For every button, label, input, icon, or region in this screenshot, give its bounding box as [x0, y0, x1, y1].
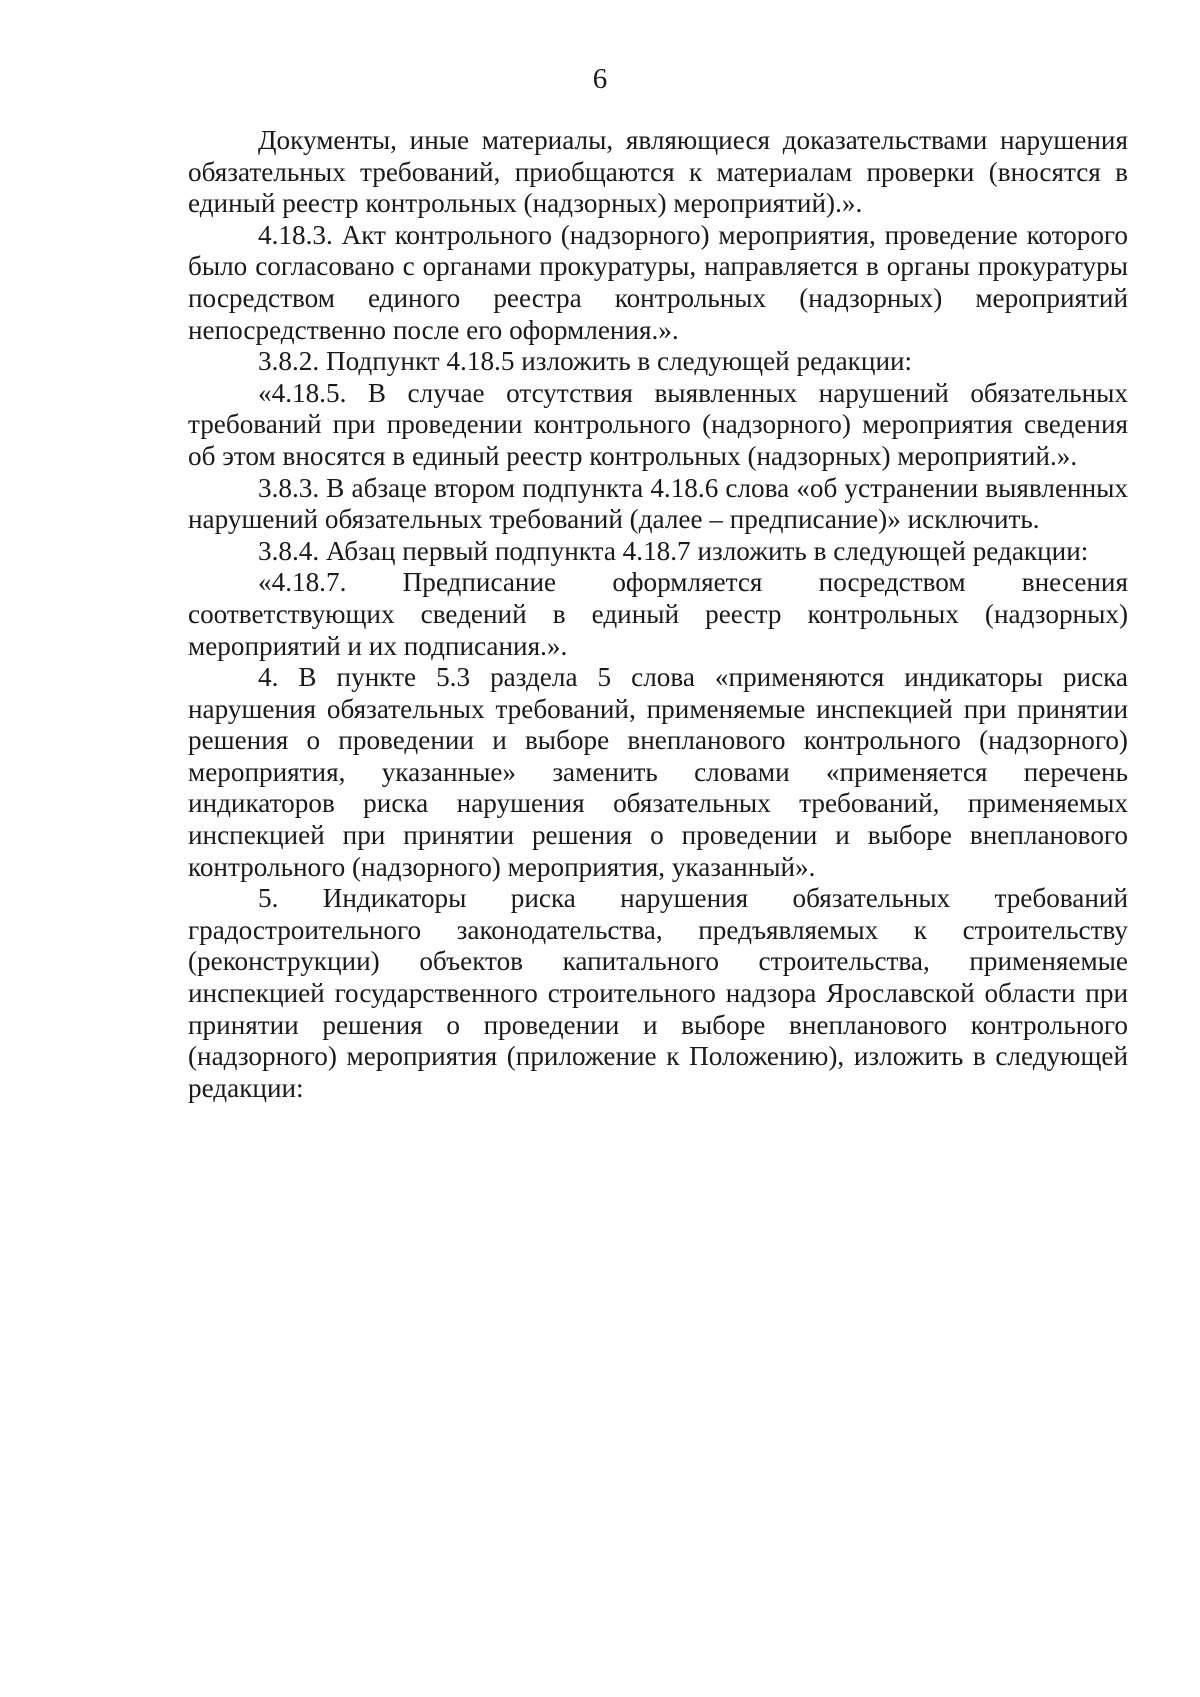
- paragraph-4-18-7: «4.18.7. Предписание оформляется посредством внесения соответствующих сведений в единый реестр контрольных (надзорных) мероприятий и их подписания.».: [188, 567, 1128, 661]
- page-number: 6: [592, 63, 608, 95]
- paragraph-3-8-3: 3.8.3. В абзаце втором подпункта 4.18.6 слова «об устранении выявленных нарушений обязательных требований (далее – предписание)» исключить.: [188, 472, 1128, 535]
- paragraph-4-18-3: 4.18.3. Акт контрольного (надзорного) мероприятия, проведение которого было согласовано с органами прокуратуры, направляется в органы прокуратуры посредством единого реестра контрольных (надзорных) мероприятий непосредственно после его оформления.».: [188, 219, 1128, 345]
- paragraph-3-8-2: 3.8.2. Подпункт 4.18.5 изложить в следующей редакции:: [258, 346, 913, 377]
- paragraph-4-18-5: «4.18.5. В случае отсутствия выявленных нарушений обязательных требований при проведении контрольного (надзорного) мероприятия сведения об этом вносятся в единый реестр контрольных (надзорных) мероприятий.».: [188, 377, 1128, 471]
- paragraph-3-8-4: 3.8.4. Абзац первый подпункта 4.18.7 изложить в следующей редакции:: [258, 535, 1089, 566]
- paragraph-item-5: 5. Индикаторы риска нарушения обязательных требований градостроительного законодательства, предъявляемых к строительству (реконструкции) объектов капитального строительства, применяемые инспекцией государственного строительного надзора Ярославской области при принятии решения о проведении и выборе внепланового контрольного (надзорного) мероприятия (приложение к Положению), изложить в следующей редакции:: [188, 883, 1128, 1103]
- document-body: [188, 125, 1128, 1104]
- paragraph-item-4: 4. В пункте 5.3 раздела 5 слова «применяются индикаторы риска нарушения обязательных требований, применяемые инспекцией при принятии решения о проведении и выборе внепланового контрольного (надзорного) мероприятия, указанные» заменить словами «применяется перечень индикаторов риска нарушения обязательных требований, применяемых инспекцией при принятии решения о проведении и выборе внепланового контрольного (надзорного) мероприятия, указанный».: [188, 662, 1128, 882]
- paragraph-evidence-documents: Документы, иные материалы, являющиеся доказательствами нарушения обязательных требований, приобщаются к материалам проверки (вносятся в единый реестр контрольных (надзорных) мероприятий).».: [188, 125, 1128, 219]
